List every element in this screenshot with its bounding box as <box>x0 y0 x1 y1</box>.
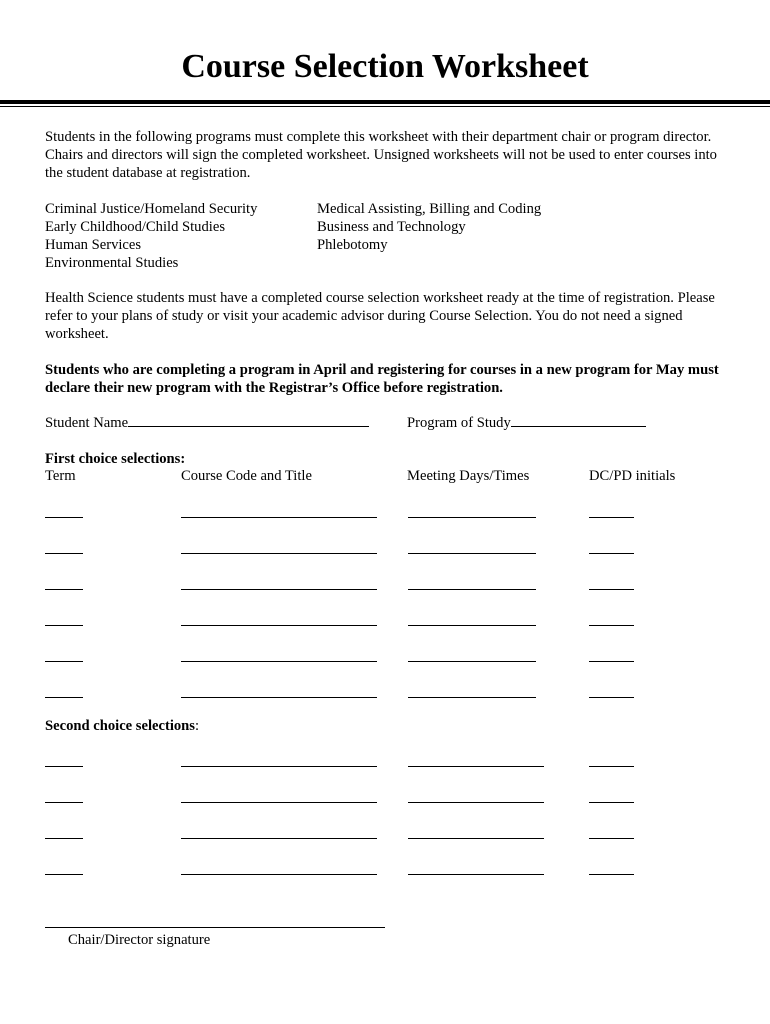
initials-blank[interactable] <box>589 517 634 518</box>
meeting-blank[interactable] <box>408 553 536 554</box>
term-blank[interactable] <box>45 802 83 803</box>
student-name-field[interactable] <box>45 414 369 432</box>
initials-blank[interactable] <box>589 661 634 662</box>
initials-blank[interactable] <box>589 697 634 698</box>
course-blank[interactable] <box>181 838 377 839</box>
meeting-blank[interactable] <box>408 589 536 590</box>
program-item: Early Childhood/Child Studies <box>45 219 225 235</box>
meeting-blank[interactable] <box>408 661 536 662</box>
initials-blank[interactable] <box>589 553 634 554</box>
intro-paragraph: Students in the following programs must complete this worksheet with their department chair or program director. Chairs and directors will sign the completed worksheet. Unsigned worksheets will not be used to enter courses into the student database at registration. <box>45 129 717 181</box>
program-of-study-label: Program of Study <box>407 415 511 431</box>
program-item: Environmental Studies <box>45 255 179 271</box>
second-choice-heading: Second choice selections <box>45 718 195 734</box>
initials-blank[interactable] <box>589 625 634 626</box>
term-blank[interactable] <box>45 766 83 767</box>
course-blank[interactable] <box>181 766 377 767</box>
initials-blank[interactable] <box>589 589 634 590</box>
course-blank[interactable] <box>181 874 377 875</box>
program-item: Criminal Justice/Homeland Security <box>45 201 258 217</box>
meeting-blank[interactable] <box>408 517 536 518</box>
term-blank[interactable] <box>45 874 83 875</box>
column-header-term: Term <box>45 468 76 484</box>
initials-blank[interactable] <box>589 766 634 767</box>
student-name-line[interactable] <box>128 414 369 427</box>
meeting-blank[interactable] <box>408 625 536 626</box>
program-change-notice: Students who are completing a program in April and registering for courses in a new program for May must declare their new program with the Registrar’s Office before registration. <box>45 362 719 396</box>
meeting-blank[interactable] <box>408 874 544 875</box>
program-of-study-line[interactable] <box>511 414 646 427</box>
course-blank[interactable] <box>181 802 377 803</box>
health-science-note: Health Science students must have a completed course selection worksheet ready at the time of registration. Please refer to your plans of study or visit your academic advisor during Course Selection. You do not need a signed worksheet. <box>45 290 715 342</box>
page-title: Course Selection Worksheet <box>181 48 589 85</box>
column-header-initials: DC/PD initials <box>589 468 676 484</box>
signature-line[interactable] <box>45 927 385 928</box>
term-blank[interactable] <box>45 838 83 839</box>
initials-blank[interactable] <box>589 802 634 803</box>
term-blank[interactable] <box>45 697 83 698</box>
program-list-right <box>317 200 541 254</box>
term-blank[interactable] <box>45 661 83 662</box>
title-rule-thin <box>0 106 770 107</box>
program-list-left <box>45 200 257 272</box>
column-header-meeting: Meeting Days/Times <box>407 468 530 484</box>
title-rule-thick <box>0 100 770 104</box>
signature-label: Chair/Director signature <box>68 932 211 948</box>
column-header-course: Course Code and Title <box>181 468 312 484</box>
second-choice-heading-wrap <box>45 717 199 735</box>
first-choice-heading: First choice selections: <box>45 451 186 467</box>
second-choice-heading-suffix: : <box>194 718 200 734</box>
meeting-blank[interactable] <box>408 697 536 698</box>
program-item: Human Services <box>45 237 142 253</box>
course-blank[interactable] <box>181 553 377 554</box>
meeting-blank[interactable] <box>408 838 544 839</box>
term-blank[interactable] <box>45 553 83 554</box>
meeting-blank[interactable] <box>408 766 544 767</box>
initials-blank[interactable] <box>589 838 634 839</box>
course-blank[interactable] <box>181 517 377 518</box>
program-item: Phlebotomy <box>317 237 388 253</box>
course-blank[interactable] <box>181 589 377 590</box>
course-blank[interactable] <box>181 661 377 662</box>
program-item: Medical Assisting, Billing and Coding <box>317 201 542 217</box>
term-blank[interactable] <box>45 625 83 626</box>
term-blank[interactable] <box>45 517 83 518</box>
program-item: Business and Technology <box>317 219 466 235</box>
course-blank[interactable] <box>181 697 377 698</box>
initials-blank[interactable] <box>589 874 634 875</box>
course-blank[interactable] <box>181 625 377 626</box>
student-name-label: Student Name <box>45 415 129 431</box>
program-of-study-field[interactable] <box>407 414 646 432</box>
term-blank[interactable] <box>45 589 83 590</box>
meeting-blank[interactable] <box>408 802 544 803</box>
